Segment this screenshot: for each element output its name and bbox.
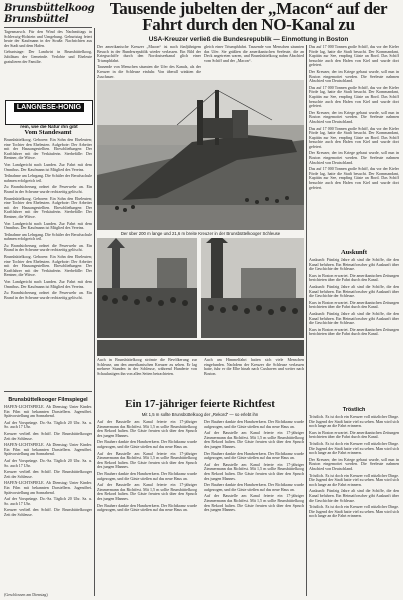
masthead-line-2: Brunsbüttel [4,14,69,25]
paragraph: Tröstlich. Es ist doch ein Kreuzer voll nützlicher Dinge. Die Jugend der Stadt hatte viel zu sehen. Man wird sich noch lange an die Fahrt erinnern. [309,440,399,456]
richtfest-column-2 [204,420,304,594]
paragraph: HAFEN-LICHTSPIELE. Ab Dienstag: Unter Kinder. Ein Film mit bekannten Darstellern. Jugendfrei. Spätvorstellung am Sonnabend. [4,480,92,495]
paragraph: Auf der Baustelle am Kanal feierte ein 17-jähriger Zimmermann das Richtfest. Mit 1,5 m sollte Brunsbüttelkoog den Rekord halten. Die Gäste freuten sich über den Spruch des jungen Mannes. [97,420,197,438]
paragraph: Teilnahme am Lehrgang. Die Schüler der Berufsschule nahmen erfolgreich teil. [4,231,92,242]
divider [4,391,92,392]
mid-text-bottom-right [204,358,304,396]
paragraph: Der Kreuzer, der im Kriege gebaut wurde, soll nun in Boston eingemottet werden. Die Seeleute nahmen Abschied von Deutschland. [309,150,399,165]
paragraph: Der Bauherr dankte den Handwerkern. Der Richtkranz wurde aufgezogen, und die Gäste stießen auf das neue Haus an. [97,502,197,513]
section-heading-standesamt: Vom Standesamt [24,129,72,136]
paragraph: Tröstlich. Es ist doch ein Kreuzer voll nützlicher Dinge. Die Jugend der Stadt hatte viel zu sehen. Man wird sich noch lange an die Fahrt erinnern. [309,472,399,487]
column-rule [306,45,307,596]
paragraph: Zu Brandsicherung ordnet die Feuerwehr an. Ein Brand in der Scheune wurde rechtzeitig gelöscht. [4,290,92,300]
richtfest-column-1 [97,420,197,594]
section-heading-auskunft: Auskunft [340,249,367,256]
paragraph: Von Landgericht nach Lunden. Zur Fahrt mit dem Omnibus. Der Kaufmann ist Mitglied des Vereins. [4,220,92,231]
paragraph: Der Bauherr dankte den Handwerkern. Der Richtkranz wurde aufgezogen, und die Gäste stießen auf das neue Haus an. [204,420,304,429]
paragraph: Der Bauherr dankte den Handwerkern. Der Richtkranz wurde aufgezogen, und die Gäste stießen auf das neue Haus an. [97,470,197,481]
crowd-photo-illustration [97,238,197,338]
paragraph: Der Bauherr dankte den Handwerkern. Der Richtkranz wurde aufgezogen, und die Gäste stießen auf das neue Haus an. [204,450,304,461]
mid-text-bottom-left [97,358,197,396]
paragraph: Kreuzer verließ den Schiff. Die Brunsbüttelkooger Zeit der Schleuse. [4,507,92,517]
photo-crowd-right [201,238,304,338]
subheadline: USA-Kreuzer verließ die Bundesrepublik — Einmottung in Boston [148,36,349,43]
paragraph: Brunsbüttelkoog. Geboren: Ein Sohn den Eheleuten; eine Tochter den Eheleuten. Aufgebote: Der Arbeiter mit der Hausangestellten. Eheschließungen: Der Kraftfahrer mit der Verkäuferin. Sterbefälle: Der Rentner, die Witwe. [4,137,92,161]
paragraph: Von Landgericht nach Lunden. Zur Fahrt mit dem Omnibus. Der Kaufmann ist Mitglied des Vereins. [4,161,92,172]
paragraph: HAFEN-LICHTSPIELE. Ab Dienstag: Unter Kinder. Ein Film mit bekannten Darstellern. Jugendfrei. Spätvorstellung am Sonnabend. [4,404,92,419]
paragraph: gleich einer Triumphfahrt. Tausende von Menschen säumten das Ufer. Sie grüßten die amerikanischen Seeleute, die an Deck angetreten waren, und Brunsbüttelkoog nahm Abschied vom Schiff und der „Macon“. [204,45,304,63]
paragraph: Teilnahme am Lehrgang. Die Schüler der Berufsschule nahmen erfolgreich teil. [4,173,92,183]
paragraph: Auf der Baustelle am Kanal feierte ein 17-jähriger Zimmermann das Richtfest. Mit 1,5 m sollte Brunsbüttelkoog den Rekord halten. Die Gäste freuten sich über den Spruch des jungen Mannes. [204,430,304,449]
paragraph: Zu Brandsicherung ordnet die Feuerwehr an. Ein Brand in der Scheune wurde rechtzeitig gelöscht. [4,184,92,194]
paragraph: Das auf 17 000 Tonnen große Schiff, das vor der Kieler Förde lag, hatte die Stadt besucht. Der Kommandant, Kapitän zur See, empfing Gäste an Bord. Das Schiff besuchte auch den Hafen von Kiel und wurde dort gefeiert. [309,45,399,68]
paragraph: Auskunft: Fünfzig Jahre alt sind die Schiffe, die den Kanal befahren. Ein Heimatforscher gibt Auskunft über die Geschichte der Schleuse. [309,310,399,326]
mid-text-top-left [97,45,201,78]
paragraph: Kurs in Boston erwartet. Die amerikanischen Zeitungen berichteten über die Fahrt durch den Kanal. [309,299,399,310]
paragraph: Auf der Baustelle am Kanal feierte ein 17-jähriger Zimmermann das Richtfest. Mit 1,5 m sollte Brunsbüttelkoog den Rekord halten. Die Gäste freuten sich über den Spruch des jungen Mannes. [204,461,304,481]
mid-text-top-right [204,45,304,78]
paragraph: Kurs in Boston erwartet. Die amerikanischen Zeitungen berichteten über die Fahrt durch den Kanal. [309,326,399,337]
photo-caption-top: Der über 200 m lange und 21,6 m breite Kreuzer in der Brunsbüttelkooger Schleuse [120,231,281,236]
paragraph: Auf der Baustelle am Kanal feierte ein 17-jähriger Zimmermann das Richtfest. Mit 1,5 m sollte Brunsbüttelkoog den Rekord halten. Die Gäste freuten sich über den Spruch des jungen Mannes. [97,450,197,470]
paragraph: Tagesmarsch. Für den Wind des Nachmittags in Schleswig-Holstein und Umgebung. Geburtstag feiert heute der Kaufmann in der Straße. Nachrichten aus der Stadt und dem Hafen. [4,30,92,48]
masthead-line-1: Brunsbüttelkoog [4,3,95,14]
paragraph: Geburtstage: Der Landwirt in Brunsbüttelkoog, Jubiläum der Gemeinde. Verlobte und Eheleute gratulieren der Familie. [4,49,92,64]
ad-slogan: rein, wie die Natur ihn gibt [20,124,78,129]
article-heading-richtfest: Ein 17-jähriger feierte Richtfest [125,398,275,410]
left-column-top [4,30,92,98]
photo-cruiser-in-lock [97,80,304,230]
column-rule [94,28,95,596]
masthead-rule [4,27,92,28]
paragraph: Auskunft: Fünfzig Jahre alt sind die Schiffe, die den Kanal befahren. Ein Heimatforscher gibt Auskunft über die Geschichte der Schleuse. [309,257,399,272]
photo-crowd-strip [97,340,304,356]
crowd-strip-illustration [97,340,304,356]
right-column-top [309,45,399,245]
paragraph: Der Kreuzer, der im Kriege gebaut wurde, soll nun in Boston eingemottet werden. Die Seeleute nahmen Abschied von Deutschland. [309,456,399,471]
paragraph: Auskunft: Fünfzig Jahre alt sind die Schiffe, die den Kanal befahren. Ein Heimatforscher gibt Auskunft über die Geschichte der Schleuse. [309,488,399,503]
paragraph: Auch in Brunsbüttelkoog strömte die Bevölkerung zur Schleuse, um den amerikanischen Kreuzer zu sehen. Er lag mehrere Stunden in der Schleuse, während Hunderte von Schaulustigen ihn von allen Seiten betrachteten. [97,358,197,376]
paragraph: Der Bauherr dankte den Handwerkern. Der Richtkranz wurde aufgezogen, und die Gäste stießen auf das neue Haus an. [204,482,304,492]
paragraph: Das auf 17 000 Tonnen große Schiff, das vor der Kieler Förde lag, hatte die Stadt besucht. Der Kommandant, Kapitän zur See, empfing Gäste an Bord. Das Schiff besuchte auch den Hafen von Kiel und wurde dort gefeiert. [309,125,399,149]
masthead [4,3,95,25]
photo-crowd-left [97,238,197,338]
section-heading-filmspiegel: Brunsbüttelkooger Filmspiegel [8,397,88,403]
paragraph: Auf der Vorsprünge. Do.-Sa. Täglich 20 Uhr. Sa. u. So. auch 17 Uhr. [4,496,92,506]
headline: Tausende jubelten der „Macon“ auf der Fahrt durch den NO-Kanal zu [109,0,388,34]
paragraph: Der amerikanische Kreuzer „Macon“ ist nach fünfjährigem Besuch in der Bundesrepublik wieder verlassen. Ein Bild der Kriegsschiffe durch den Nordostseekanal glich einer Triumphfahrt. [97,45,201,63]
paragraph: Zu Brandsicherung ordnet die Feuerwehr an. Ein Brand in der Scheune wurde rechtzeitig gelöscht. [4,242,92,253]
left-column-bottom [4,394,92,590]
paragraph: Auch am Himmelfahrt hatten sich viele Menschen eingefunden. Nachdem der Kreuzer die Schleuse verlassen hatte, fuhr er die Elbe hinab nach Cuxhaven und weiter nach Boston. [204,358,304,376]
langnese-ad [5,100,93,129]
right-column-middle [309,246,399,400]
paragraph: Auf der Vorsprünge. Do.-Sa. Täglich 20 Uhr. Sa. u. So. auch 17 Uhr. [4,457,92,468]
paragraph: Tröstlich. Es ist doch ein Kreuzer voll nützlicher Dinge. Die Jugend der Stadt hatte viel zu sehen. Man wird sich noch lange an die Fahrt erinnern. [309,414,399,429]
cruiser-photo-illustration [97,80,304,230]
paragraph: Brunsbüttelkoog. Geboren: Ein Sohn den Eheleuten; eine Tochter den Eheleuten. Aufgebote: Der Arbeiter mit der Hausangestellten. Eheschließungen: Der Kraftfahrer mit der Verkäuferin. Sterbefälle: Der Rentner, die Witwe. [4,195,92,219]
paragraph: Auf der Vorsprünge. Do.-Sa. Täglich 20 Uhr. Sa. u. So. auch 17 Uhr. [4,419,92,430]
paragraph: Brunsbüttelkoog. Geboren: Ein Sohn den Eheleuten; eine Tochter den Eheleuten. Aufgebote: Der Arbeiter mit der Hausangestellten. Eheschließungen: Der Kraftfahrer mit der Verkäuferin. Sterbefälle: Der Rentner, die Witwe. [4,254,92,278]
paragraph: HAFEN-LICHTSPIELE. Ab Dienstag: Unter Kinder. Ein Film mit bekannten Darstellern. Jugendfrei. Spätvorstellung am Sonnabend. [4,442,92,457]
section-heading-troestlich: Tröstlich [342,407,366,413]
paragraph: Kreuzer verließ den Schiff. Die Brunsbüttelkooger Zeit der Schleuse. [4,469,92,479]
crowd-photo-illustration [201,238,304,338]
article-subheading-richtfest: Mit 1,5 m sollte Brunsbüttelkoog der „Rekord“ — so erlebt ihn [141,412,259,417]
paragraph: Das auf 17 000 Tonnen große Schiff, das vor der Kieler Förde lag, hatte die Stadt besucht. Der Kommandant, Kapitän zur See, empfing Gäste an Bord. Das Schiff besuchte auch den Hafen von Kiel und wurde dort gefeiert. [309,84,399,109]
paragraph: Tausende von Menschen säumten die Ufer des Kanals, als der Kreuzer in die Schleuse einfuhr. Von überall winkten die Zuschauer. [97,64,201,78]
ad-brand: LANGNESE-HONIG [14,103,84,112]
paragraph: Der Kreuzer, der im Kriege gebaut wurde, soll nun in Boston eingemottet werden. Die Seeleute nahmen Abschied von Deutschland. [309,109,399,124]
paragraph: Der Kreuzer, der im Kriege gebaut wurde, soll nun in Boston eingemottet werden. Die Seeleute nahmen Abschied von Deutschland. [309,68,399,84]
paragraph: Kurs in Boston erwartet. Die amerikanischen Zeitungen berichteten über die Fahrt durch den Kanal. [309,429,399,440]
paragraph: Auskunft: Fünfzig Jahre alt sind die Schiffe, die den Kanal befahren. Ein Heimatforscher gibt Auskunft über die Geschichte der Schleuse. [309,283,399,299]
paragraph: Der Bauherr dankte den Handwerkern. Der Richtkranz wurde aufgezogen, und die Gäste stießen auf das neue Haus an. [97,439,197,449]
paragraph: Von Landgericht nach Lunden. Zur Fahrt mit dem Omnibus. Der Kaufmann ist Mitglied des Vereins. [4,279,92,289]
right-column-bottom [309,404,399,594]
paragraph: Kurs in Boston erwartet. Die amerikanischen Zeitungen berichteten über die Fahrt durch den Kanal. [309,272,399,283]
paragraph: Das auf 17 000 Tonnen große Schiff, das vor der Kieler Förde lag, hatte die Stadt besucht. Der Kommandant, Kapitän zur See, empfing Gäste an Bord. Das Schiff besuchte auch den Hafen von Kiel und wurde dort gefeiert. [309,166,399,190]
left-column-middle [4,126,92,388]
paragraph: Tröstlich. Es ist doch ein Kreuzer voll nützlicher Dinge. Die Jugend der Stadt hatte viel zu sehen. Man wird sich noch lange an die Fahrt erinnern. [309,504,399,519]
paragraph: Kreuzer verließ den Schiff. Die Brunsbüttelkooger Zeit der Schleuse. [4,430,92,441]
paragraph: Auf der Baustelle am Kanal feierte ein 17-jähriger Zimmermann das Richtfest. Mit 1,5 m sollte Brunsbüttelkoog den Rekord halten. Die Gäste freuten sich über den Spruch des jungen Mannes. [204,493,304,513]
footer-note: (Geschlossen am Dienstag) [4,592,48,597]
paragraph: Auf der Baustelle am Kanal feierte ein 17-jähriger Zimmermann das Richtfest. Mit 1,5 m sollte Brunsbüttelkoog den Rekord halten. Die Gäste freuten sich über den Spruch des jungen Mannes. [97,482,197,501]
